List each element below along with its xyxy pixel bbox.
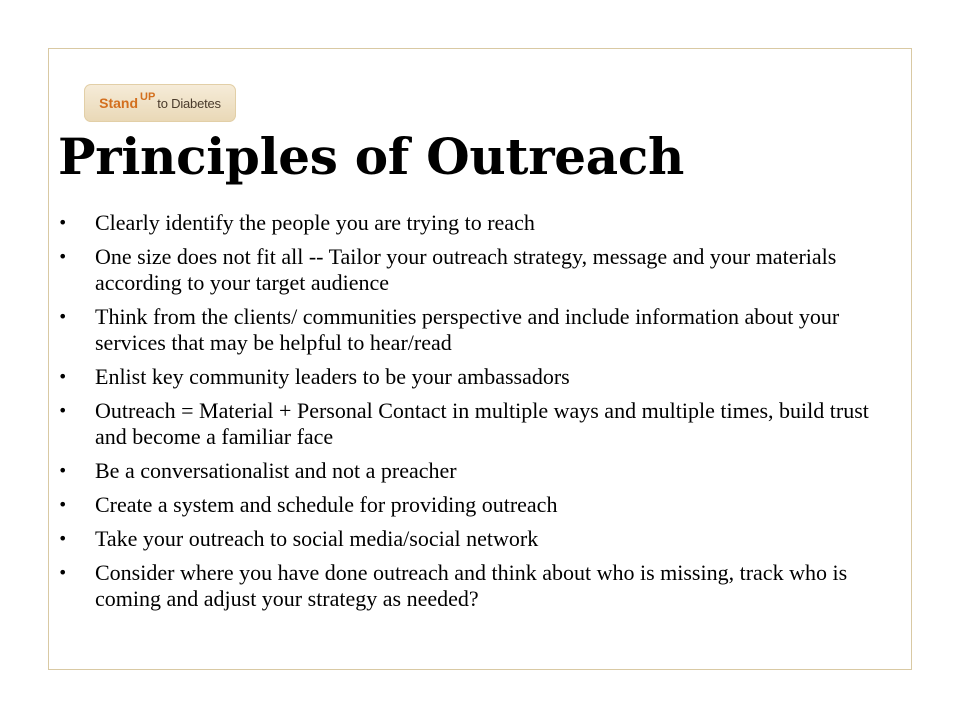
- bullet-icon: •: [58, 461, 68, 480]
- bullet-text: Consider where you have done outreach and think about who is missing, track who is coming and adjust your strategy as needed?: [95, 560, 848, 611]
- bullet-text: Clearly identify the people you are trying to reach: [95, 210, 535, 235]
- bullet-text: Be a conversationalist and not a preacher: [95, 458, 457, 483]
- bullet-text: Outreach = Material + Personal Contact in multiple ways and multiple times, build trust and become a familiar face: [95, 398, 869, 449]
- bullet-item: [58, 398, 878, 450]
- bullet-icon: •: [58, 401, 68, 420]
- bullet-text: Take your outreach to social media/social network: [95, 526, 539, 551]
- stand-up-to-diabetes-logo: [84, 84, 236, 122]
- slide-title: Principles of Outreach: [58, 127, 685, 186]
- bullet-icon: •: [58, 495, 68, 514]
- bullet-item: [58, 304, 878, 356]
- bullet-icon: •: [58, 307, 68, 326]
- bullet-item: [58, 560, 878, 612]
- bullet-text: One size does not fit all -- Tailor your outreach strategy, message and your materials according to your target audience: [95, 244, 837, 295]
- bullet-text: Create a system and schedule for providing outreach: [95, 492, 558, 517]
- logo-stand-text: Stand: [99, 95, 139, 111]
- logo-rest-text: to Diabetes: [157, 95, 221, 111]
- bullet-item: [58, 210, 878, 236]
- bullet-item: [58, 492, 878, 518]
- bullet-text: Think from the clients/ communities perspective and include information about your services that may be helpful to hear/read: [95, 304, 840, 355]
- bullet-icon: •: [58, 367, 68, 386]
- bullet-icon: •: [58, 213, 68, 232]
- bullet-icon: •: [58, 563, 68, 582]
- bullet-item: [58, 244, 878, 296]
- bullet-icon: •: [58, 529, 68, 548]
- bullet-list: [58, 210, 878, 620]
- bullet-icon: •: [58, 247, 68, 266]
- bullet-text: Enlist key community leaders to be your ambassadors: [95, 364, 570, 389]
- bullet-item: [58, 364, 878, 390]
- bullet-item: [58, 526, 878, 552]
- logo-up-text: UP: [140, 91, 156, 103]
- bullet-item: [58, 458, 878, 484]
